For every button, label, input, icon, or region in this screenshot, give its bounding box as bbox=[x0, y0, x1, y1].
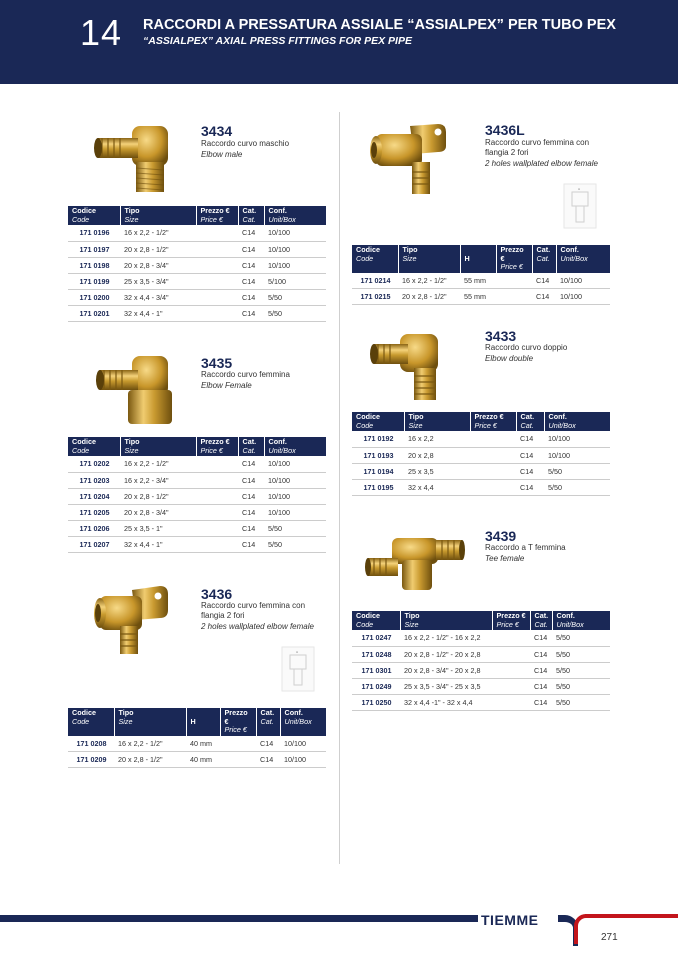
dimension-diagram bbox=[562, 182, 598, 230]
table-row: 171 0247 16 x 2,2 - 1/2" - 16 x 2,2 C14 5/50 bbox=[352, 630, 610, 646]
col-price: Prezzo € Price € bbox=[470, 412, 516, 431]
wallplated-elbow-long-photo bbox=[362, 120, 462, 200]
col-cat: Cat. Cat. bbox=[238, 206, 264, 225]
table-row: 171 0249 25 x 3,5 - 3/4" - 25 x 3,5 C14 5/50 bbox=[352, 678, 610, 694]
col-code: Codice Code bbox=[352, 245, 398, 273]
col-conf: Conf. Unit/Box bbox=[556, 245, 610, 273]
table-row: 171 0200 32 x 4,4 - 3/4" C14 5/50 bbox=[68, 289, 326, 305]
table-3436L bbox=[352, 245, 610, 305]
table-row: 171 0248 20 x 2,8 - 1/2" - 20 x 2,8 C14 5/50 bbox=[352, 646, 610, 662]
col-conf: Conf. Unit/Box bbox=[552, 611, 610, 630]
product-name-it-3436L: Raccordo curvo femmina con flangia 2 fori bbox=[485, 138, 590, 157]
table-row: 171 0204 20 x 2,8 - 1/2" C14 10/100 bbox=[68, 488, 326, 504]
product-name-it-3439: Raccordo a T femmina bbox=[485, 543, 566, 552]
table-row: 171 0196 16 x 2,2 - 1/2" C14 10/100 bbox=[68, 225, 326, 241]
dimension-diagram bbox=[280, 645, 316, 693]
table-row: 171 0205 20 x 2,8 - 3/4" C14 10/100 bbox=[68, 504, 326, 520]
page-number: 271 bbox=[601, 932, 618, 943]
col-code: Codice Code bbox=[68, 437, 120, 456]
col-code: Codice Code bbox=[352, 412, 404, 431]
col-code: Codice Code bbox=[68, 206, 120, 225]
table-3433 bbox=[352, 412, 610, 496]
table-row: 171 0250 32 x 4,4 -1" - 32 x 4,4 C14 5/50 bbox=[352, 694, 610, 710]
table-row: 171 0192 16 x 2,2 C14 10/100 bbox=[352, 431, 610, 447]
table-row: 171 0193 20 x 2,8 C14 10/100 bbox=[352, 447, 610, 463]
product-code-3434: 3434 bbox=[201, 123, 233, 139]
col-cat: Cat. Cat. bbox=[238, 437, 264, 456]
product-code-3435: 3435 bbox=[201, 355, 233, 371]
product-name-en-3436L: 2 holes wallplated elbow female bbox=[485, 159, 598, 168]
product-name-it-3436: Raccordo curvo femmina con flangia 2 fori bbox=[201, 601, 306, 620]
col-price: Prezzo € Price € bbox=[196, 437, 238, 456]
product-code-3433: 3433 bbox=[485, 328, 517, 344]
diagram-h-label: H bbox=[296, 650, 299, 654]
table-row: 171 0214 16 x 2,2 - 1/2" 55 mm C14 10/100 bbox=[352, 273, 610, 289]
col-cat: Cat. Cat. bbox=[532, 245, 556, 273]
col-code: Codice Code bbox=[352, 611, 400, 630]
chapter-number: 14 bbox=[80, 12, 123, 53]
table-row: 171 0197 20 x 2,8 - 1/2" C14 10/100 bbox=[68, 241, 326, 257]
table-row: 171 0203 16 x 2,2 - 3/4" C14 10/100 bbox=[68, 472, 326, 488]
table-row: 171 0195 32 x 4,4 C14 5/50 bbox=[352, 479, 610, 495]
elbow-double-photo bbox=[366, 324, 466, 404]
elbow-female-photo bbox=[88, 350, 188, 430]
product-name-en-3436: 2 holes wallplated elbow female bbox=[201, 622, 314, 631]
table-row: 171 0209 20 x 2,8 - 1/2" 40 mm C14 10/100 bbox=[68, 752, 326, 768]
brand-logo: TIEMME bbox=[481, 912, 539, 928]
table-row: 171 0206 25 x 3,5 - 1" C14 5/50 bbox=[68, 520, 326, 536]
col-conf: Conf. Unit/Box bbox=[544, 412, 610, 431]
col-conf: Conf. Unit/Box bbox=[264, 437, 326, 456]
product-code-3436L: 3436L bbox=[485, 122, 525, 138]
col-h: H bbox=[460, 245, 496, 273]
table-row: 171 0207 32 x 4,4 - 1" C14 5/50 bbox=[68, 536, 326, 552]
product-name-en-3439: Tee female bbox=[485, 554, 525, 563]
product-name-it-3435: Raccordo curvo femmina bbox=[201, 370, 290, 379]
product-name-en-3433: Elbow double bbox=[485, 354, 534, 363]
product-name-en-3434: Elbow male bbox=[201, 150, 243, 159]
col-cat: Cat. Cat. bbox=[516, 412, 544, 431]
col-size: Tipo Size bbox=[400, 611, 492, 630]
col-price: Prezzo € Price € bbox=[196, 206, 238, 225]
col-cat: Cat. Cat. bbox=[256, 708, 280, 736]
col-conf: Conf. Unit/Box bbox=[280, 708, 326, 736]
tee-female-photo bbox=[360, 524, 470, 604]
diagram-h-label: H bbox=[578, 187, 581, 191]
col-size: Tipo Size bbox=[120, 437, 196, 456]
product-name-it-3434: Raccordo curvo maschio bbox=[201, 139, 290, 148]
col-cat: Cat. Cat. bbox=[530, 611, 552, 630]
table-3435 bbox=[68, 437, 326, 553]
col-price: Prezzo € Price € bbox=[496, 245, 532, 273]
table-row: 171 0301 20 x 2,8 - 3/4" - 20 x 2,8 C14 5/50 bbox=[352, 662, 610, 678]
table-row: 171 0199 25 x 3,5 - 3/4" C14 5/100 bbox=[68, 273, 326, 289]
table-row: 171 0194 25 x 3,5 C14 5/50 bbox=[352, 463, 610, 479]
product-name-it-3433: Raccordo curvo doppio bbox=[485, 343, 568, 352]
table-row: 171 0198 20 x 2,8 - 3/4" C14 10/100 bbox=[68, 257, 326, 273]
table-3434 bbox=[68, 206, 326, 322]
col-code: Codice Code bbox=[68, 708, 114, 736]
col-h: H bbox=[186, 708, 220, 736]
elbow-male-photo bbox=[88, 118, 188, 198]
col-price: Prezzo € Price € bbox=[220, 708, 256, 736]
page-subtitle: “ASSIALPEX” AXIAL PRESS FITTINGS FOR PEX PIPE bbox=[143, 35, 412, 47]
footer-red-curve bbox=[574, 914, 589, 944]
wallplated-elbow-photo bbox=[82, 582, 182, 662]
col-size: Tipo Size bbox=[404, 412, 470, 431]
page-header bbox=[0, 0, 678, 84]
table-3439 bbox=[352, 611, 610, 711]
table-row: 171 0202 16 x 2,2 - 1/2" C14 10/100 bbox=[68, 456, 326, 472]
product-name-en-3435: Elbow Female bbox=[201, 381, 252, 390]
col-size: Tipo Size bbox=[120, 206, 196, 225]
product-code-3439: 3439 bbox=[485, 528, 517, 544]
col-size: Tipo Size bbox=[114, 708, 186, 736]
column-divider bbox=[339, 112, 340, 864]
table-row: 171 0201 32 x 4,4 - 1" C14 5/50 bbox=[68, 305, 326, 321]
table-row: 171 0208 16 x 2,2 - 1/2" 40 mm C14 10/100 bbox=[68, 736, 326, 752]
col-conf: Conf. Unit/Box bbox=[264, 206, 326, 225]
product-code-3436: 3436 bbox=[201, 586, 233, 602]
table-row: 171 0215 20 x 2,8 - 1/2" 55 mm C14 10/100 bbox=[352, 289, 610, 305]
footer-bar bbox=[0, 915, 478, 922]
col-price: Prezzo € Price € bbox=[492, 611, 530, 630]
page-title: RACCORDI A PRESSATURA ASSIALE “ASSIALPEX” PER TUBO PEX bbox=[143, 17, 616, 33]
table-3436 bbox=[68, 708, 326, 768]
footer-red-line bbox=[585, 914, 678, 918]
col-size: Tipo Size bbox=[398, 245, 460, 273]
